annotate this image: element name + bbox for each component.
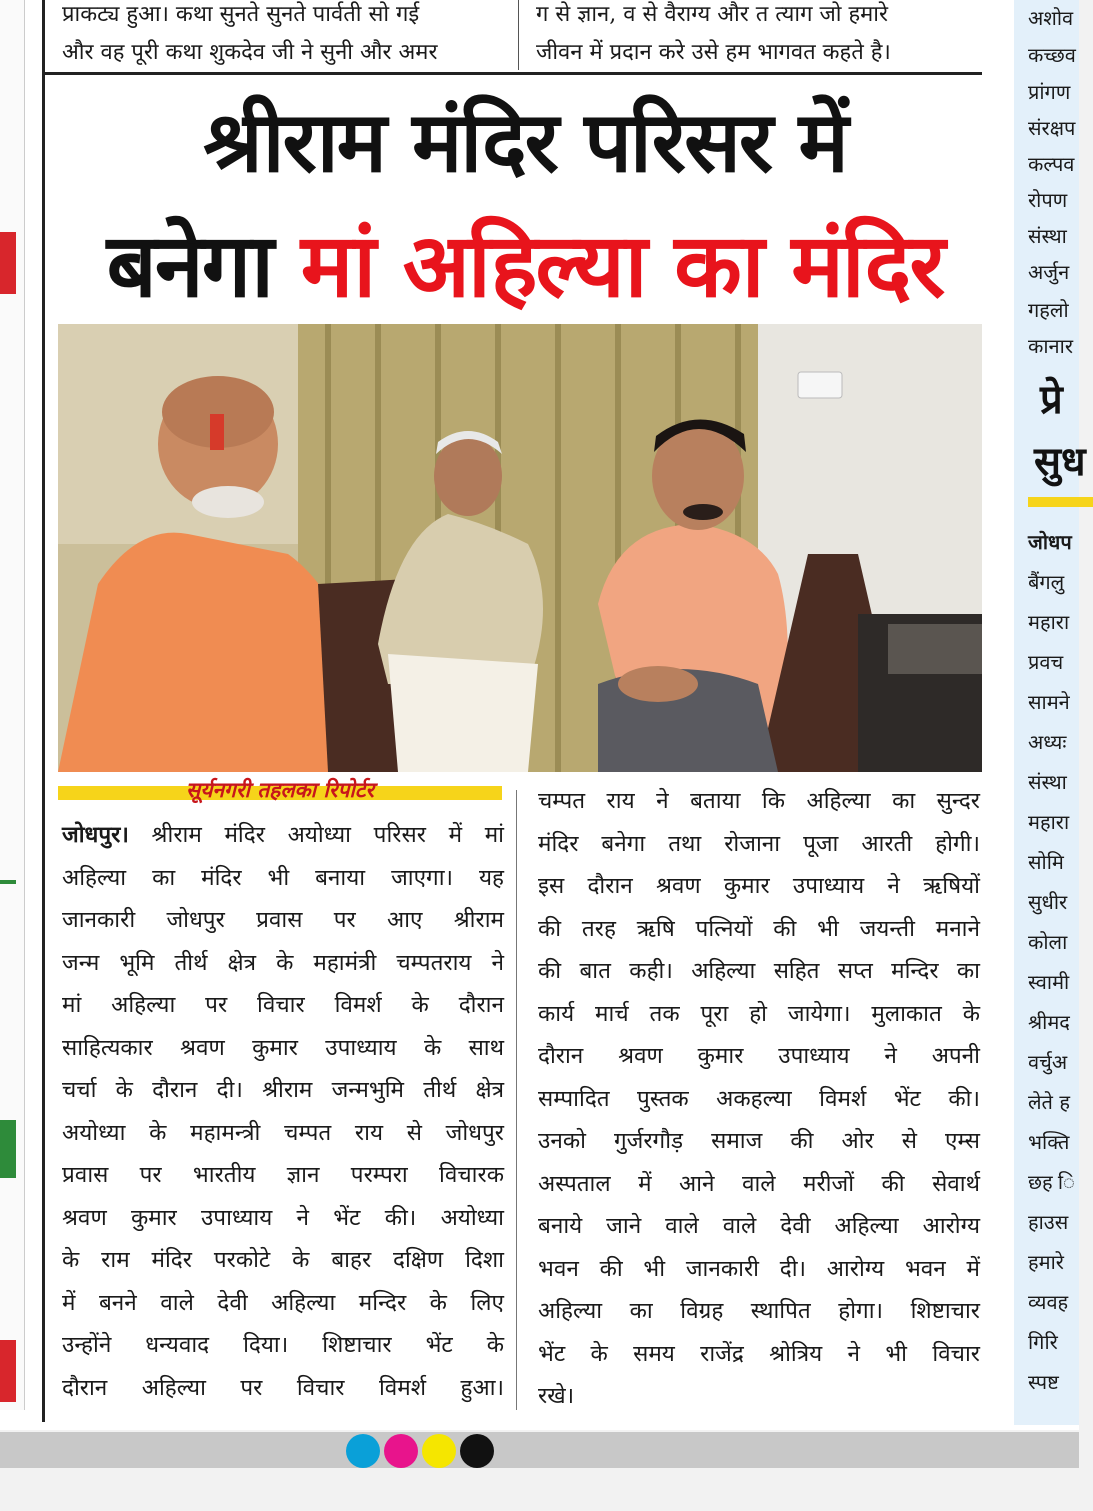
top-mid-continuation bbox=[536, 0, 982, 72]
text-line: छह ि bbox=[1028, 1170, 1075, 1194]
article-line: श्रवण कुमार उपाध्याय ने भेंट की। अयोध्या bbox=[62, 1204, 504, 1231]
article-line: दौरान अहिल्या पर विचार विमर्श हुआ। bbox=[62, 1374, 504, 1401]
text-line: भक्ति bbox=[1028, 1130, 1070, 1154]
article-column-2 bbox=[538, 780, 980, 1418]
text-line: अशोव bbox=[1028, 6, 1074, 30]
text-line: कानार bbox=[1028, 334, 1073, 358]
article-line: सम्पादित पुस्तक अकहल्या विमर्श भेंट की। bbox=[538, 1085, 980, 1112]
top-column-divider bbox=[518, 0, 519, 70]
reporter-byline-text: सूर्यनगरी तहलका रिपोर्टर bbox=[186, 778, 374, 802]
text-line: सोमि bbox=[1028, 850, 1064, 874]
text-line: लेते ह bbox=[1028, 1090, 1070, 1114]
article-line: जानकारी जोधपुर प्रवास पर आए श्रीराम bbox=[62, 907, 504, 933]
magenta-dot bbox=[384, 1434, 418, 1468]
black-dot bbox=[460, 1434, 494, 1468]
text-line: हमारे bbox=[1028, 1250, 1064, 1274]
article-line: भेंट के समय राजेंद्र श्रोत्रिय ने भी विचार bbox=[538, 1340, 980, 1367]
article-line: के राम मंदिर परकोटे के बाहर दक्षिण दिशा bbox=[62, 1247, 504, 1273]
reporter-byline bbox=[58, 778, 502, 802]
text-line: कच्छव bbox=[1028, 43, 1076, 67]
news-photo bbox=[58, 324, 982, 772]
left-border-rule bbox=[42, 0, 45, 1422]
text-line: गिरि bbox=[1028, 1330, 1058, 1354]
yellow-dot bbox=[422, 1434, 456, 1468]
text-line: महारा bbox=[1028, 810, 1070, 834]
article-line: प्रवास पर भारतीय ज्ञान परम्परा विचारक bbox=[62, 1162, 504, 1188]
adjacent-yellow-rule bbox=[1028, 497, 1093, 507]
article-line: बनाये जाने वाले वाले देवी अहिल्या आरोग्य bbox=[538, 1213, 980, 1239]
top-left-continuation bbox=[62, 0, 506, 72]
text-line: वर्चुअ bbox=[1028, 1050, 1068, 1074]
article-line: कार्य मार्च तक पूरा हो जायेगा। मुलाकात के bbox=[538, 1000, 980, 1027]
adjacent-heading-line-2: सुध bbox=[1034, 439, 1086, 485]
article-line: अहिल्या का मंदिर भी बनाया जाएगा। यह bbox=[62, 864, 504, 891]
text-line: व्यवह bbox=[1028, 1290, 1069, 1314]
headline-red-part: मां अहिल्या का मंदिर bbox=[300, 214, 944, 317]
article-line: जोधपुर। श्रीराम मंदिर अयोध्या परिसर में मां bbox=[62, 822, 504, 848]
article-column-1 bbox=[62, 814, 504, 1409]
adjacent-dateline: जोधप bbox=[1028, 530, 1072, 554]
article-line: जन्म भूमि तीर्थ क्षेत्र के महामंत्री चम्पतराय ने bbox=[62, 949, 504, 976]
text-line: हाउस bbox=[1028, 1210, 1069, 1234]
article-line: अयोध्या के महामन्त्री चम्पत राय से जोधपुर bbox=[62, 1119, 504, 1146]
text-line: रोपण bbox=[1028, 188, 1068, 212]
text-line: सामने bbox=[1028, 690, 1070, 714]
dateline: जोधपुर। bbox=[62, 822, 129, 848]
text-line: संरक्षप bbox=[1028, 116, 1076, 140]
article-line: की तरह ऋषि पत्नियों की भी जयन्ती मनाने bbox=[538, 915, 980, 942]
text-line: प्रवच bbox=[1028, 650, 1064, 674]
article-line: अहिल्या का विग्रह स्थापित होगा। शिष्टाचार bbox=[538, 1298, 980, 1324]
article-line: इस दौरान श्रवण कुमार उपाध्याय ने ऋषियों bbox=[538, 873, 980, 899]
article-line: चम्पत राय ने बताया कि अहिल्या का सुन्दर bbox=[538, 788, 980, 814]
headline-line-2 bbox=[50, 214, 1000, 317]
text-line: श्रीमद bbox=[1028, 1010, 1070, 1034]
text-line: कल्पव bbox=[1028, 152, 1075, 176]
text-line: संस्था bbox=[1028, 770, 1067, 794]
article-line: मां अहिल्या पर विचार विमर्श के दौरान bbox=[62, 992, 504, 1018]
article-line: में बनने वाले देवी अहिल्या मन्दिर के लिए bbox=[62, 1289, 504, 1316]
text-line: अर्जुन bbox=[1028, 260, 1070, 284]
article-line: भवन की भी जानकारी दी। आरोग्य भवन में bbox=[538, 1255, 980, 1282]
headline-black-part: बनेगा bbox=[106, 214, 301, 317]
article-line: साहित्यकार श्रवण कुमार उपाध्याय के साथ bbox=[62, 1034, 504, 1061]
article-line: की बात कही। अहिल्या सहित सप्त मन्दिर का bbox=[538, 958, 980, 984]
text-line: संस्था bbox=[1028, 224, 1067, 248]
text-line: बैंगलु bbox=[1028, 570, 1065, 594]
text-line: स्वामी bbox=[1028, 970, 1070, 994]
adjacent-heading-line-1: प्रे bbox=[1040, 377, 1063, 423]
article-line: रखे। bbox=[538, 1383, 575, 1409]
text-line: जीवन में प्रदान करे उसे हम भागवत कहते है। bbox=[536, 40, 891, 65]
adjacent-article-column bbox=[1014, 0, 1086, 1425]
headline-line-1: श्रीराम मंदिर परिसर में bbox=[203, 93, 847, 191]
text-line: स्पष्ट bbox=[1028, 1370, 1059, 1394]
text-line: ग से ज्ञान, व से वैराग्य और त त्याग जो हमारे bbox=[536, 2, 888, 27]
article-line: चर्चा के दौरान दी। श्रीराम जन्मभुमि तीर्थ क्षेत्र bbox=[62, 1077, 504, 1103]
article-line: उन्होंने धन्यवाद दिया। शिष्टाचार भेंट के bbox=[62, 1332, 504, 1358]
text-line: प्रांगण bbox=[1028, 80, 1071, 104]
article-line: दौरान श्रवण कुमार उपाध्याय ने अपनी bbox=[538, 1043, 980, 1069]
adjacent-page-edge bbox=[0, 0, 25, 1410]
text-line: और वह पूरी कथा शुकदेव जी ने सुनी और अमर bbox=[62, 40, 438, 65]
text-line: अध्यः bbox=[1028, 730, 1067, 754]
article-line: मंदिर बनेगा तथा रोजाना पूजा आरती होगी। bbox=[538, 830, 980, 857]
text-line: गहलो bbox=[1028, 298, 1069, 322]
print-margin-bar bbox=[0, 1432, 1079, 1468]
text-line: महारा bbox=[1028, 610, 1070, 634]
text-line: प्राकट्य हुआ। कथा सुनते सुनते पार्वती सो गई bbox=[62, 2, 420, 27]
article-column-divider bbox=[516, 790, 517, 1410]
cyan-dot bbox=[346, 1434, 380, 1468]
article-line: उनको गुर्जरगौड़ समाज की ओर से एम्स bbox=[538, 1128, 980, 1154]
text-line: सुधीर bbox=[1028, 890, 1068, 914]
text-line: कोला bbox=[1028, 930, 1068, 954]
top-divider-rule bbox=[42, 72, 982, 75]
article-line: अस्पताल में आने वाले मरीजों की सेवार्थ bbox=[538, 1170, 980, 1197]
